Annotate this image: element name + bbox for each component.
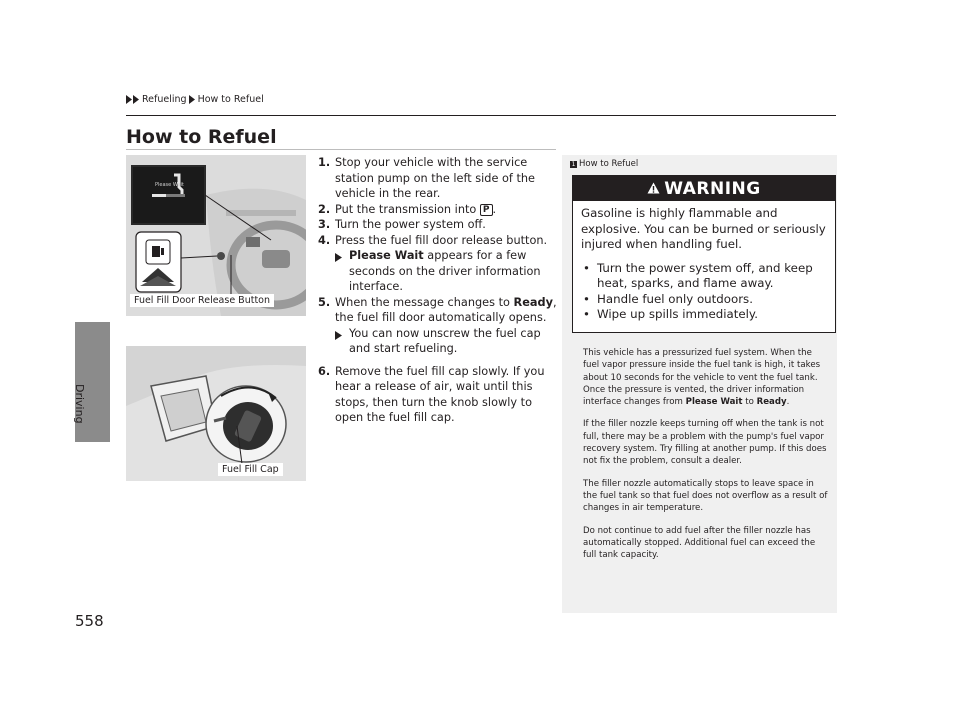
step-text-end: .	[492, 202, 497, 216]
note-paragraph-4: Do not continue to add fuel after the filler nozzle has automatically stopped. Additional fuel can exceed the full tank capacity.	[583, 525, 816, 561]
note-heading	[570, 159, 638, 169]
note-bold-please-wait: Please Wait	[685, 397, 743, 408]
warning-list	[581, 261, 827, 323]
note-bold-ready: Ready	[756, 397, 787, 408]
step-text: Put the transmission into	[335, 202, 480, 216]
breadcrumb-item-how-to-refuel[interactable]: How to Refuel	[197, 94, 264, 105]
note-text-run: .	[786, 397, 790, 408]
fuel-cap-illustration	[126, 346, 306, 481]
fuel-cap-drawing	[126, 346, 306, 481]
warning-header	[573, 176, 835, 201]
step-text: Turn the power system off.	[335, 218, 486, 231]
step-number: 6.	[318, 364, 331, 378]
figure-caption-fuel-cap: Fuel Fill Cap	[218, 463, 283, 476]
warning-triangle-icon	[647, 179, 660, 199]
breadcrumb-item-refueling[interactable]: Refueling	[142, 94, 187, 105]
step-3	[318, 217, 560, 233]
step-number: 5.	[318, 295, 331, 309]
dashboard-illustration	[126, 155, 306, 316]
note-reference-icon: 1	[571, 160, 576, 168]
steps-list	[318, 155, 560, 426]
note-paragraph-3: The filler nozzle automatically stops to leave space in the fuel tank so that fuel does not overflow as a result of changes in air temperature.	[583, 478, 828, 514]
note-text	[583, 347, 829, 571]
result-text: appears for a few seconds on the driver information interface.	[349, 249, 541, 293]
note-text-run: This vehicle has a pressurized fuel system. When the fuel vapor pressure inside the fuel tank is high, it takes about 10 seconds for the vehicle to vent the fuel tank. Once the pressure is vented, the driver information interface changes from	[583, 348, 821, 408]
step-text: Stop your vehicle with the service station pump on the left side of the vehicle in the rear.	[335, 156, 536, 200]
step-1	[318, 155, 560, 202]
message-ready: Ready	[513, 295, 553, 309]
page-title: How to Refuel	[126, 126, 277, 148]
result-arrow-icon	[335, 329, 343, 345]
message-please-wait: Please Wait	[349, 249, 424, 262]
result-text: You can now unscrew the fuel cap and start refueling.	[349, 326, 541, 355]
warning-box	[572, 175, 836, 333]
note-paragraph-1	[583, 347, 829, 408]
header-rule	[126, 115, 836, 116]
step-4-result	[335, 248, 560, 295]
step-number: 2.	[318, 202, 331, 216]
breadcrumb	[126, 94, 264, 105]
park-key-icon: P	[480, 204, 493, 216]
note-text-run: to	[742, 397, 757, 408]
warning-item: • Handle fuel only outdoors.	[581, 292, 827, 308]
step-5-result	[335, 326, 560, 357]
title-rule	[126, 149, 556, 150]
note-paragraph-2: If the filler nozzle keeps turning off when the tank is not full, there may be a problem with the pump's fuel vapor recovery system. Try filling at another pump. If this does not fix the problem, consult a dealer.	[583, 419, 827, 467]
figure-caption-release-button: Fuel Fill Door Release Button	[130, 294, 274, 307]
step-number: 1.	[318, 156, 331, 169]
step-text: Remove the fuel fill cap slowly. If you hear a release of air, wait until this stops, then turn the knob slowly to open the fuel fill cap.	[335, 364, 545, 424]
breadcrumb-arrow-icon	[189, 95, 196, 104]
step-5	[318, 295, 560, 357]
step-text-end: , the fuel fill door automatically opens.	[335, 295, 557, 324]
dashboard-drawing	[126, 155, 306, 316]
step-2	[318, 202, 560, 218]
note-heading-text: How to Refuel	[579, 159, 639, 169]
step-number: 3.	[318, 218, 331, 231]
section-tab	[75, 322, 110, 442]
warning-body	[573, 201, 835, 323]
result-arrow-icon	[335, 251, 343, 267]
page-number: 558	[75, 612, 104, 630]
step-text: When the message changes to	[335, 295, 514, 309]
section-tab-label: Driving	[73, 384, 86, 424]
warning-item: • Wipe up spills immediately.	[581, 307, 827, 323]
warning-item: • Turn the power system off, and keep heat, sparks, and flame away.	[581, 261, 827, 292]
breadcrumb-arrow-icon	[126, 95, 140, 104]
step-6	[318, 364, 560, 426]
step-text: Press the fuel fill door release button.	[335, 233, 548, 247]
warning-intro: Gasoline is highly flammable and explosive. You can be burned or seriously injured when handling fuel.	[581, 206, 826, 251]
step-4	[318, 233, 560, 295]
step-number: 4.	[318, 233, 331, 247]
warning-label: WARNING	[664, 178, 761, 199]
screen-message: Please Wait	[155, 182, 184, 188]
